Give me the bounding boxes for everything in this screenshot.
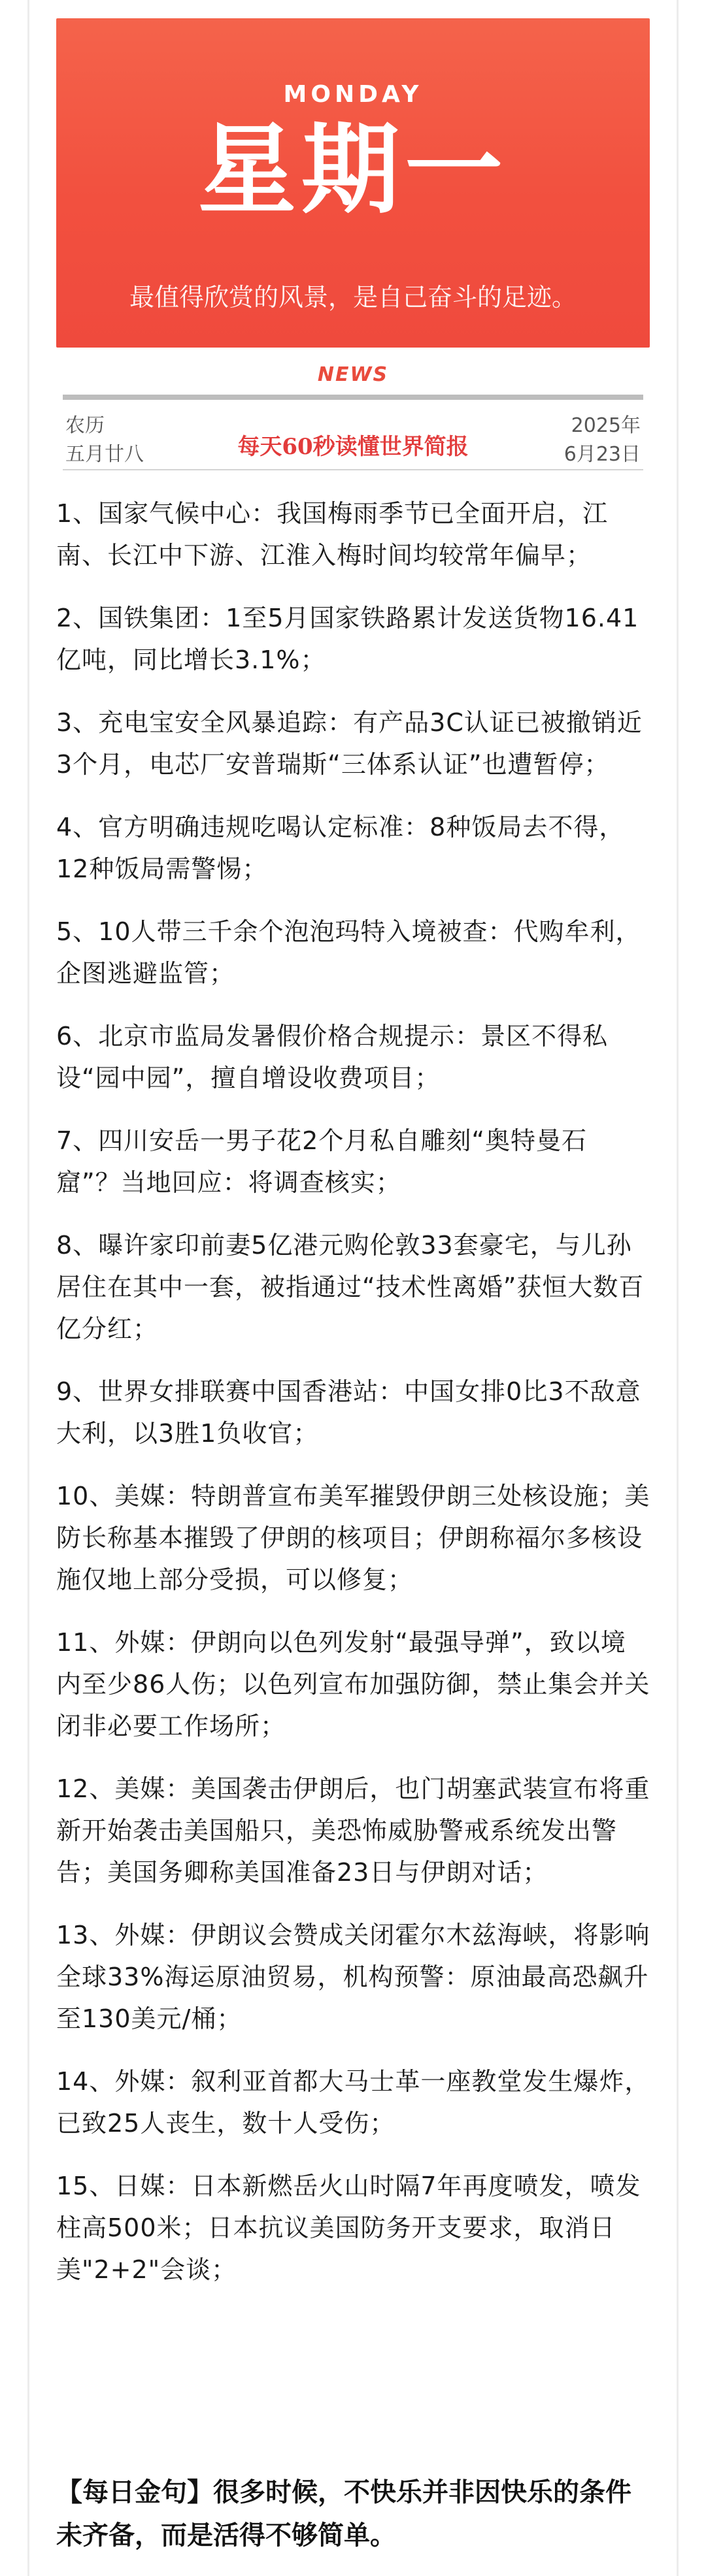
- briefing-slogan: 每天60秒读懂世界简报: [237, 434, 469, 460]
- right-border: [677, 0, 679, 2576]
- date: 6月23日: [563, 443, 641, 466]
- banner-motto: 最值得欣赏的风景，是自己奋斗的足迹。: [129, 283, 577, 312]
- news-item: 12、美媒：美国袭击伊朗后，也门胡塞武装宣布将重新开始袭击美国船只，美恐怖威胁警戒系统发出警告；美国务卿称美国准备23日与伊朗对话；: [56, 1774, 650, 1887]
- gregorian-date-block: [564, 412, 641, 469]
- header-divider-top: [63, 395, 643, 400]
- news-item: 6、北京市监局发暑假价格合规提示：景区不得私设“园中园”，擅自增设收费项目；: [56, 1022, 609, 1092]
- news-item: 7、四川安岳一男子花2个月私自雕刻“奥特曼石窟”？当地回应：将调查核实；: [56, 1126, 588, 1197]
- news-item: 13、外媒：伊朗议会赞成关闭霍尔木兹海峡，将影响全球33%海运原油贸易，机构预警：原油最高恐飙升至130美元/桶；: [56, 1921, 650, 2033]
- news-item: 8、曝许家印前妻5亿港元购伦敦33套豪宅，与儿孙居住在其中一套，被指通过“技术性离婚”获恒大数百亿分红；: [56, 1231, 645, 1343]
- news-item: 2、国铁集团：1至5月国家铁路累计发送货物16.41亿吨，同比增长3.1%；: [56, 604, 639, 674]
- lunar-date-block: [65, 412, 144, 469]
- weekday-chinese: 星期一: [197, 114, 508, 227]
- news-item: 15、日媒：日本新燃岳火山时隔7年再度喷发，喷发柱高500米；日本抗议美国防务开支要求，取消日美"2+2"会谈；: [56, 2172, 641, 2284]
- news-item: 9、世界女排联赛中国香港站：中国女排0比3不敌意大利，以3胜1负收官；: [56, 1377, 641, 1448]
- news-item: 14、外媒：叙利亚首都大马士革一座教堂发生爆炸，已致25人丧生，数十人受伤；: [56, 2067, 650, 2138]
- lunar-date: 五月廿八: [65, 443, 144, 466]
- daily-quote: 【每日金句】很多时候，不快乐并非因快乐的条件未齐备，而是活得不够简单。: [56, 2477, 631, 2551]
- news-list: [56, 493, 651, 2311]
- left-border: [27, 0, 29, 2576]
- news-item: 4、官方明确违规吃喝认定标准：8种饭局去不得，12种饭局需警惕；: [56, 813, 625, 883]
- news-item: 5、10人带三千余个泡泡玛特入境被查：代购牟利，企图逃避监管；: [56, 917, 641, 988]
- news-item: 1、国家气候中心：我国梅雨季节已全面开启，江南、长江中下游、江淮入梅时间均较常年偏早；: [56, 499, 609, 570]
- news-item: 11、外媒：伊朗向以色列发射“最强导弹”，致以境内至少86人伤；以色列宣布加强防御，禁止集会并关闭非必要工作场所；: [56, 1628, 650, 1740]
- news-label: NEWS: [317, 363, 389, 386]
- day-banner: [56, 18, 650, 348]
- news-item: 10、美媒：特朗普宣布美军摧毁伊朗三处核设施；美防长称基本摧毁了伊朗的核项目；伊朗称福尔多核设施仅地上部分受损，可以修复；: [56, 1482, 650, 1594]
- header-divider-bottom: [63, 469, 643, 470]
- weekday-english: MONDAY: [283, 81, 423, 108]
- news-item: 3、充电宝安全风暴追踪：有产品3C认证已被撤销近3个月，电芯厂安普瑞斯“三体系认证”也遭暂停；: [56, 708, 643, 779]
- year: 2025年: [571, 414, 641, 437]
- lunar-label: 农历: [65, 414, 105, 437]
